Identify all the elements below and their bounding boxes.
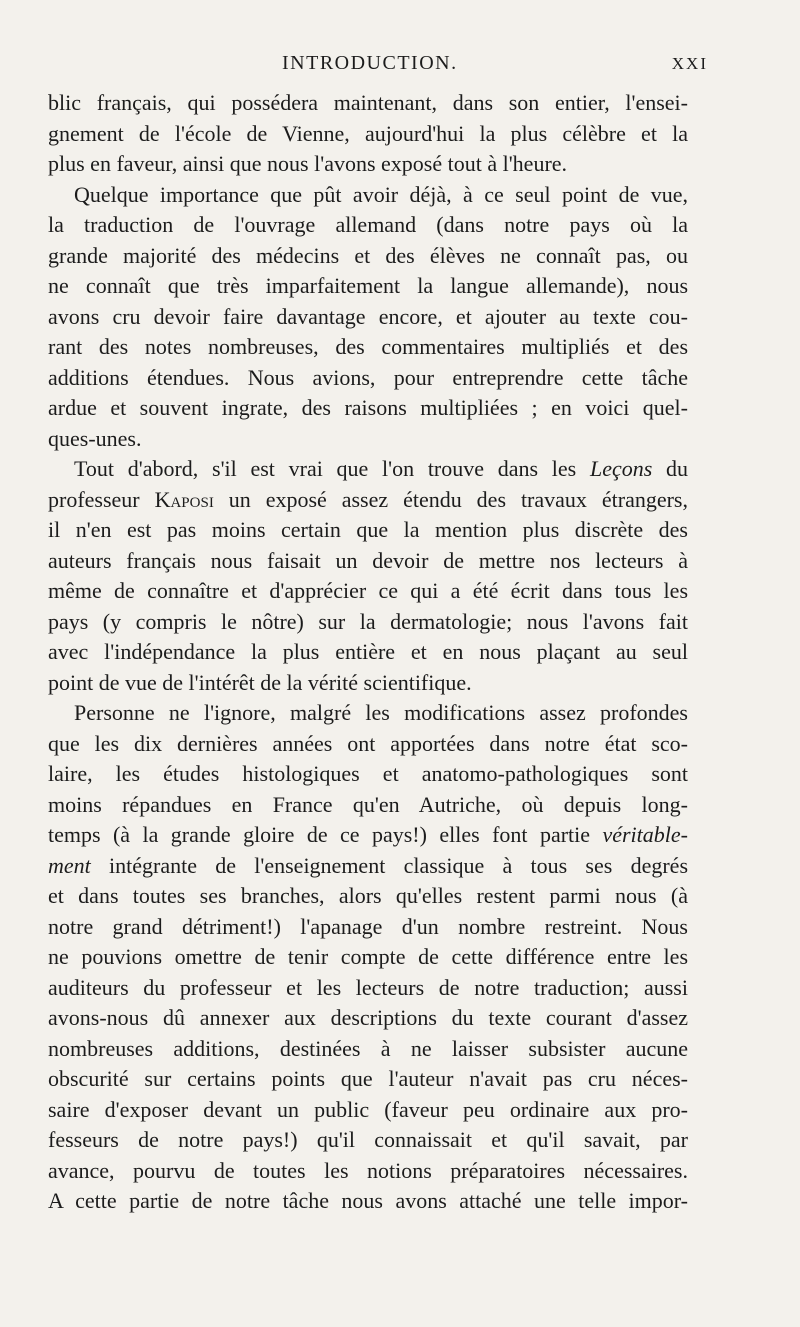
text-line: il n'en est pas moins certain que la mention plus discrète des bbox=[48, 517, 688, 542]
text-line: avance, pourvu de toutes les notions préparatoires nécessaires. bbox=[48, 1157, 688, 1183]
italic-word: véritable- bbox=[602, 822, 688, 847]
text-line: Tout d'abord, s'il est vrai que l'on trouve dans les Leçons du bbox=[74, 456, 688, 481]
text-line: gnement de l'école de Vienne, aujourd'hui la plus célèbre et la bbox=[48, 120, 688, 146]
running-title: INTRODUCTION. bbox=[282, 52, 458, 74]
text-line: Quelque importance que pût avoir déjà, à ce seul point de vue, bbox=[74, 181, 688, 207]
text-line: avons cru devoir faire davantage encore, et ajouter au texte cou- bbox=[48, 303, 688, 329]
text-line: obscurité sur certains points que l'auteur n'avait pas cru néces- bbox=[48, 1066, 688, 1091]
body-text bbox=[48, 88, 688, 1217]
text-line: grande majorité des médecins et des élèves ne connaît pas, ou bbox=[48, 242, 688, 268]
text-line: ne connaît que très imparfaitement la langue allemande), nous bbox=[48, 273, 688, 298]
text-line: notre grand détriment!) l'apanage d'un nombre restreint. Nous bbox=[48, 913, 688, 939]
text-line: rant des notes nombreuses, des commentaires multipliés et des bbox=[48, 334, 688, 359]
text-line: professeur Kaposi un exposé assez étendu des travaux étrangers, bbox=[48, 486, 688, 512]
text-line: saire d'exposer devant un public (faveur peu ordinaire aux pro- bbox=[48, 1096, 688, 1122]
text-line: additions étendues. Nous avions, pour entreprendre cette tâche bbox=[48, 364, 688, 390]
text-line: pays (y compris le nôtre) sur la dermatologie; nous l'avons fait bbox=[48, 608, 688, 634]
text-line: Personne ne l'ignore, malgré les modifications assez profondes bbox=[74, 700, 688, 725]
running-head bbox=[48, 52, 708, 82]
text-line: même de connaître et d'apprécier ce qui a été écrit dans tous les bbox=[48, 578, 688, 603]
text-line: avec l'indépendance la plus entière et en nous plaçant au seul bbox=[48, 639, 688, 664]
text-line: plus en faveur, ainsi que nous l'avons exposé tout à l'heure. bbox=[48, 151, 568, 176]
text-line: fesseurs de notre pays!) qu'il connaissait et qu'il savait, par bbox=[48, 1127, 688, 1152]
text-line: laire, les études histologiques et anatomo-pathologiques sont bbox=[48, 761, 688, 786]
text-line: point de vue de l'intérêt de la vérité scientifique. bbox=[48, 669, 472, 695]
text-line: A cette partie de notre tâche nous avons attaché une telle impor- bbox=[48, 1188, 688, 1213]
page-number: XXI bbox=[671, 54, 708, 73]
text-line: ne pouvions omettre de tenir compte de cette différence entre les bbox=[48, 944, 688, 969]
text-line: la traduction de l'ouvrage allemand (dans notre pays où la bbox=[48, 212, 688, 237]
text-line: ardue et souvent ingrate, des raisons multipliées ; en voici quel- bbox=[48, 395, 688, 420]
text-line: blic français, qui possédera maintenant, dans son entier, l'ensei- bbox=[48, 90, 688, 115]
text-line: auteurs français nous faisait un devoir de mettre nos lecteurs à bbox=[48, 547, 688, 573]
text-line: auditeurs du professeur et les lecteurs de notre traduction; aussi bbox=[48, 974, 688, 1000]
text-line: nombreuses additions, destinées à ne laisser subsister aucune bbox=[48, 1035, 688, 1061]
author-name-kaposi: Kaposi bbox=[154, 486, 214, 512]
text-line: temps (à la grande gloire de ce pays!) elles font partie véritable- bbox=[48, 822, 688, 847]
text-line: et dans toutes ses branches, alors qu'elles restent parmi nous (à bbox=[48, 883, 688, 908]
italic-word: ment bbox=[48, 852, 91, 878]
text-line: ment intégrante de l'enseignement classique à tous ses degrés bbox=[48, 852, 688, 878]
text-line: que les dix dernières années ont apportées dans notre état sco- bbox=[48, 730, 688, 756]
text-line: moins répandues en France qu'en Autriche, où depuis long- bbox=[48, 791, 688, 817]
text-line: avons-nous dû annexer aux descriptions du texte courant d'assez bbox=[48, 1005, 688, 1030]
italic-title-lecons: Leçons bbox=[589, 456, 653, 481]
text-line: ques-unes. bbox=[48, 425, 142, 451]
